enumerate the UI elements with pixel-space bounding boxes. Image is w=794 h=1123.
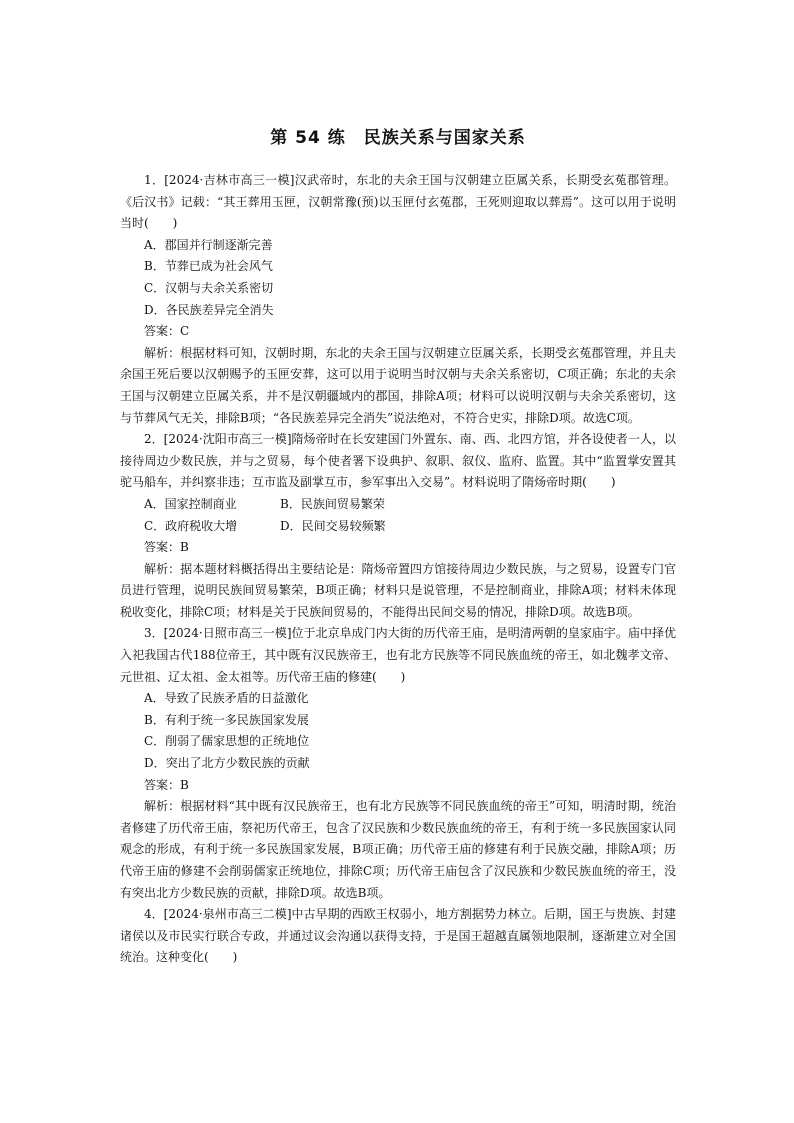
option-d: D．各民族差异完全消失	[144, 302, 274, 317]
analysis: 解析：根据材料“其中既有汉民族帝王，也有北方民族等不同民族血统的帝王”可知，明清时期，统治者修建了历代帝王庙，祭祀历代帝王，包含了汉民族和少数民族血统的帝王，有利于统一多民族国家认同观念的形成，有利于统一多民族国家发展，B项正确；历代帝王庙的修建有利于民族交融，排除A项；历代帝王庙的修建不会削弱儒家正统地位，排除C项；历代帝王庙包含了汉民族和少数民族血统的帝王，没有突出北方少数民族的贡献，排除D项。故选B项。	[120, 799, 676, 900]
question-stem: 2．[2024·沈阳市高三一模]隋炀帝时在长安建国门外置东、南、西、北四方馆，并各设使者一人，以接待周边少数民族，并与之贸易，每个使者署下设典护、叙职、叙仪、监府、监置。其中“监置掌安置其驼马船车，并纠察非违；互市监及副掌互市，参军事出入交易”。材料说明了隋炀帝时期( )	[120, 432, 676, 490]
option-d: D．民间交易较频繁	[280, 518, 386, 533]
option-a: A．国家控制商业	[144, 496, 237, 511]
option-b: B．民族间贸易繁荣	[280, 496, 385, 511]
question-3	[120, 623, 676, 904]
question-1	[120, 170, 676, 429]
option-b: B．节葬已成为社会风气	[144, 259, 273, 274]
question-4	[120, 904, 676, 969]
question-stem: 1．[2024·吉林市高三一模]汉武帝时，东北的夫余王国与汉朝建立臣属关系，长期受玄菟郡管理。《后汉书》记载：“其王葬用玉匣，汉朝常豫(预)以玉匣付玄菟郡，王死则迎取以葬焉”。这可以用于说明当时( )	[120, 173, 676, 231]
option-a: A．郡国并行制逐渐完善	[144, 237, 273, 252]
question-2	[120, 429, 676, 623]
option-c: C．削弱了儒家思想的正统地位	[144, 734, 310, 749]
option-c: C．汉朝与夫余关系密切	[144, 280, 274, 295]
option-a: A．导致了民族矛盾的日益激化	[144, 691, 309, 706]
option-b: B．有利于统一多民族国家发展	[144, 712, 309, 727]
document-body	[120, 170, 676, 969]
option-row	[120, 516, 676, 538]
option-c: C．政府税收大增	[144, 518, 238, 533]
answer: 答案：B	[144, 777, 189, 792]
question-stem: 3．[2024·日照市高三一模]位于北京阜成门内大街的历代帝王庙，是明清两朝的皇家庙宇。庙中择优入祀我国古代188位帝王，其中既有汉民族帝王，也有北方民族等不同民族血统的帝王，如北魏孝文帝、元世祖、辽太祖、金太祖等。历代帝王庙的修建( )	[120, 626, 676, 684]
answer: 答案：B	[144, 540, 189, 555]
page-title: 第 54 练 民族关系与国家关系	[270, 128, 526, 148]
option-row	[120, 494, 676, 516]
answer: 答案：C	[144, 324, 190, 339]
option-d: D．突出了北方少数民族的贡献	[144, 756, 310, 771]
question-stem: 4．[2024·泉州市高三二模]中古早期的西欧王权弱小，地方割据势力林立。后期，国王与贵族、封建诸侯以及市民实行联合专政，并通过议会沟通以获得支持，于是国王超越直属领地限制，逐渐建立对全国统治。这种变化( )	[120, 907, 676, 965]
analysis: 解析：据本题材料概括得出主要结论是：隋炀帝置四方馆接待周边少数民族，与之贸易，设置专门官员进行管理，说明民族间贸易繁荣，B项正确；材料只是说管理，不是控制商业，排除A项；材料未体现税收变化，排除C项；材料是关于民族间贸易的，不能得出民间交易的情况，排除D项。故选B项。	[120, 561, 676, 619]
analysis: 解析：根据材料可知，汉朝时期，东北的夫余王国与汉朝建立臣属关系，长期受玄菟郡管理，并且夫余国王死后要以汉朝赐予的玉匣安葬，这可以用于说明当时汉朝与夫余关系密切，C项正确；东北的夫余王国与汉朝建立臣属关系，并不是汉朝疆域内的郡国，排除A项；材料可以说明汉朝与夫余关系密切，这与节葬风气无关，排除B项；“各民族差异完全消失”说法绝对，不符合史实，排除D项。故选C项。	[120, 345, 676, 425]
